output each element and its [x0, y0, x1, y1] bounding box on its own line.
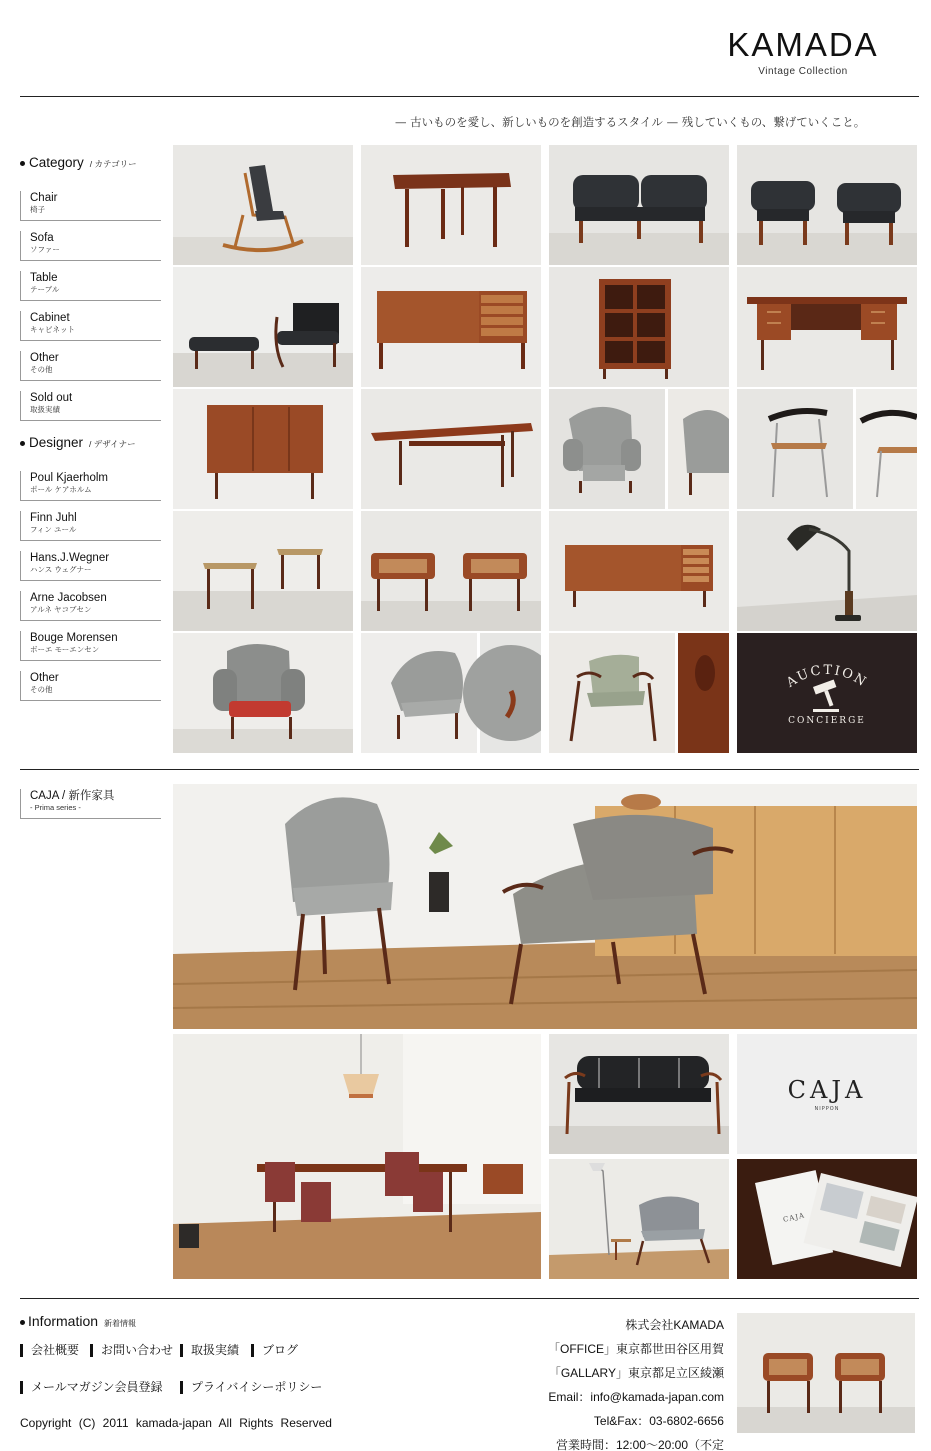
- catalogue-cover-label: CAJA: [782, 1211, 806, 1224]
- footer-link-company[interactable]: 会社概要: [20, 1344, 79, 1357]
- product-tile-rocking-chair[interactable]: [173, 145, 353, 265]
- caja-catalogue-image[interactable]: [737, 1159, 917, 1279]
- caja-dining-image[interactable]: [173, 1034, 541, 1279]
- bullet-icon: [20, 441, 25, 446]
- product-tile-finn-juhl-chair[interactable]: [549, 633, 729, 753]
- product-tile-dining-chairs[interactable]: [737, 389, 917, 509]
- auction-concierge-banner[interactable]: [737, 633, 917, 753]
- category-heading: Category / カテゴリー: [20, 155, 137, 170]
- designer-item-other[interactable]: Other その他: [20, 671, 161, 701]
- caja-lounge-image[interactable]: [549, 1159, 729, 1279]
- footer-link-contact[interactable]: お問い合わせ: [90, 1344, 173, 1357]
- designer-item-finn-juhl[interactable]: Finn Juhl フィン ユール: [20, 511, 161, 541]
- product-tile-dining-table[interactable]: [361, 145, 541, 265]
- product-tile-papa-bear-chair[interactable]: [549, 389, 729, 509]
- product-tile-chair-ottoman[interactable]: [173, 267, 353, 387]
- company-office: 「OFFICE」東京都世田谷区用賀: [548, 1342, 724, 1356]
- company-tel: Tel&Fax：03-6802-6656: [593, 1414, 724, 1428]
- footer-link-privacy[interactable]: プライバイシーポリシー: [180, 1381, 322, 1394]
- designer-item-morensen[interactable]: Bouge Morensen ボーエ モーエンセン: [20, 631, 161, 661]
- bullet-icon: [20, 161, 25, 166]
- caja-logo-text: CAJA: [787, 1076, 867, 1104]
- category-item-sold-out[interactable]: Sold out 取扱実績: [20, 391, 161, 421]
- caja-hero-image[interactable]: [173, 784, 917, 1029]
- product-tile-sideboard[interactable]: [361, 267, 541, 387]
- product-tile-bookshelf[interactable]: [549, 267, 729, 387]
- auction-line2: CONCIERGE: [788, 716, 866, 726]
- product-tile-cabinet[interactable]: [173, 389, 353, 509]
- company-email[interactable]: Email：info@kamada-japan.com: [548, 1390, 724, 1404]
- tagline: — 古いものを愛し、新しいものを創造するスタイル — 残していくもの、繋げていくこと。: [395, 115, 866, 129]
- product-tile-nightstands[interactable]: [361, 511, 541, 631]
- product-tile-wegner-armchair[interactable]: [173, 633, 353, 753]
- site-logo[interactable]: [710, 28, 896, 77]
- caja-nav-item[interactable]: CAJA / 新作家具 - Prima series -: [20, 789, 161, 819]
- category-item-other[interactable]: Other その他: [20, 351, 161, 381]
- product-tile-low-sideboard[interactable]: [549, 511, 729, 631]
- copyright: Copyright (C) 2011 kamada-japan All Rights Reserved: [20, 1416, 332, 1430]
- header-divider: [20, 96, 919, 97]
- designer-heading: Designer / デザイナー: [20, 435, 136, 450]
- product-tile-leather-chairs[interactable]: [737, 145, 917, 265]
- product-tile-desk[interactable]: [737, 267, 917, 387]
- company-gallery: 「GALLARY」東京都足立区綾瀬: [548, 1366, 724, 1380]
- designer-item-wegner[interactable]: Hans.J.Wegner ハンス ウェグナー: [20, 551, 161, 581]
- product-tile-desk-lamp[interactable]: [737, 511, 917, 631]
- footer-link-results[interactable]: 取扱実績: [180, 1344, 239, 1357]
- company-hours: 営業時間：12:00〜20:00（不定: [555, 1438, 724, 1451]
- category-item-cabinet[interactable]: Cabinet キャビネット: [20, 311, 161, 341]
- company-name: 株式会社KAMADA: [625, 1318, 724, 1332]
- category-item-chair[interactable]: Chair 椅子: [20, 191, 161, 221]
- bullet-icon: [20, 1320, 25, 1325]
- caja-logo-tile[interactable]: [737, 1034, 917, 1154]
- category-item-sofa[interactable]: Sofa ソファー: [20, 231, 161, 261]
- product-tile-pelican-chair[interactable]: [361, 633, 541, 753]
- product-tile-stools[interactable]: [173, 511, 353, 631]
- caja-sofa-image[interactable]: [549, 1034, 729, 1154]
- product-tile-leather-sofa[interactable]: [549, 145, 729, 265]
- caja-logo-subtext: NIPPON: [814, 1106, 840, 1112]
- footer-link-blog[interactable]: ブログ: [251, 1344, 298, 1357]
- footer-nightstand-image: [737, 1313, 915, 1433]
- designer-item-kjaerholm[interactable]: Poul Kjaerholm ポール ケアホルム: [20, 471, 161, 501]
- footer-divider: [20, 1298, 919, 1299]
- product-tile-coffee-table[interactable]: [361, 389, 541, 509]
- information-heading: Information 新着情報: [20, 1313, 136, 1329]
- section-divider: [20, 769, 919, 770]
- logo-wordmark: KAMADA: [727, 26, 879, 63]
- logo-subtitle: Vintage Collection: [758, 66, 848, 77]
- footer-link-newsletter[interactable]: メールマガジン会員登録: [20, 1381, 162, 1394]
- auction-line1: AUCTION: [783, 662, 870, 691]
- designer-item-jacobsen[interactable]: Arne Jacobsen アルネ ヤコブセン: [20, 591, 161, 621]
- category-item-table[interactable]: Table テーブル: [20, 271, 161, 301]
